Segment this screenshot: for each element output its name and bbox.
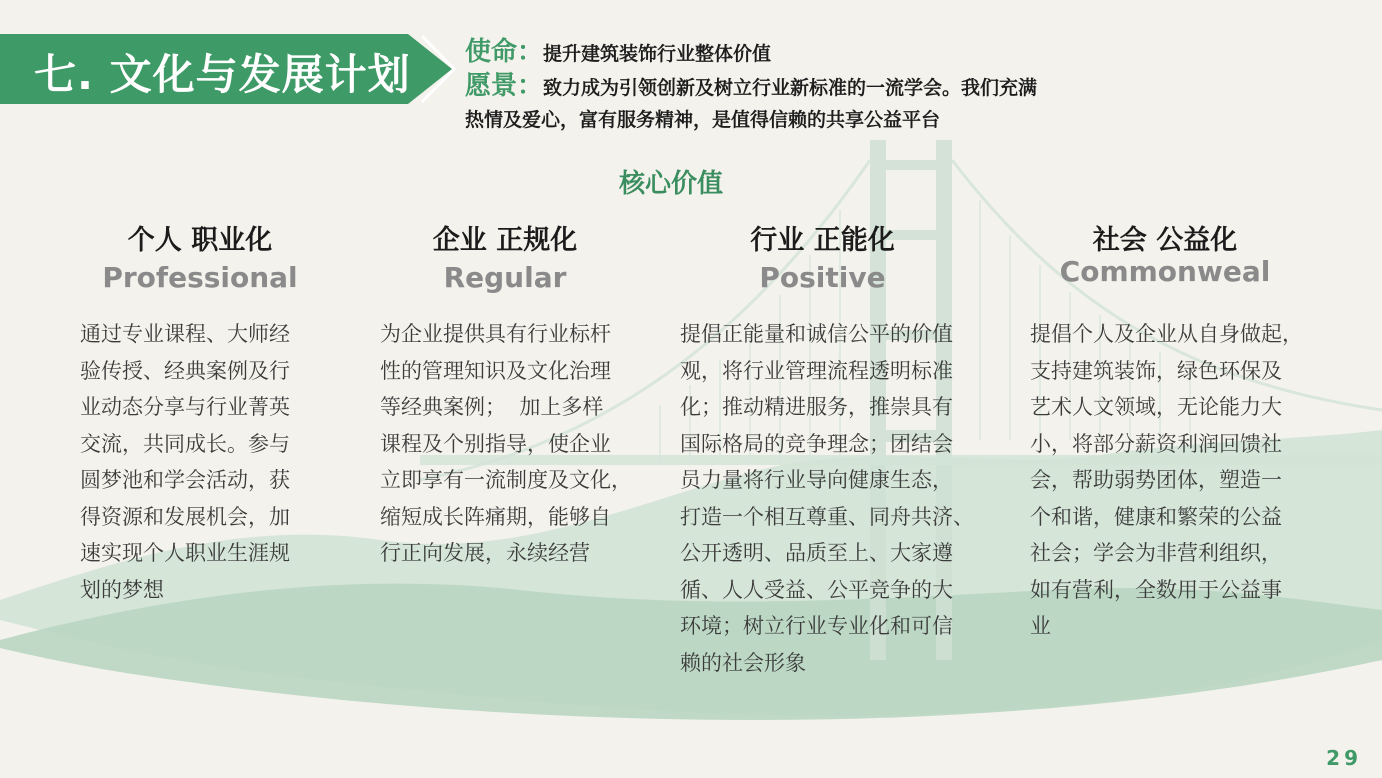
column-heading: 企业 正规化 <box>432 225 578 256</box>
body-line: 化；推动精进服务，推崇具有 <box>680 395 953 419</box>
column-heading: 社会 公益化 <box>1092 225 1238 256</box>
vision-label: 愿景： <box>465 71 544 101</box>
column-positive-body <box>680 316 1005 681</box>
mission-row <box>465 36 1185 70</box>
page-title: 七. 文化与发展计划 <box>34 50 411 99</box>
body-line: 通过专业课程、大师经 <box>80 322 290 346</box>
body-line: 性的管理知识及文化治理 <box>380 358 611 383</box>
body-line: 交流，共同成长。参与 <box>80 431 290 456</box>
body-line: 速实现个人职业生涯规 <box>80 541 290 565</box>
column-commonweal-header <box>1050 218 1280 288</box>
mission-text: 提升建筑装饰行业整体价值 <box>543 43 772 65</box>
body-line: 提倡个人及企业从自身做起， <box>1030 322 1303 346</box>
body-line: 如有营利，全数用于公益事 <box>1030 577 1282 602</box>
column-regular-header <box>390 218 620 294</box>
body-line: 赖的社会形象 <box>680 650 806 675</box>
body-line: 社会；学会为非营利组织， <box>1030 541 1282 565</box>
vision-row <box>465 70 1185 104</box>
body-line: 员力量将行业导向健康生态， <box>680 468 953 492</box>
body-line: 环境；树立行业专业化和可信 <box>680 614 953 638</box>
column-english-title: Professional <box>102 261 298 294</box>
column-regular-body <box>380 316 660 572</box>
column-english-title: Commonweal <box>1059 255 1271 288</box>
title-banner <box>0 34 452 104</box>
body-line: 国际格局的竞争理念；团结会 <box>680 431 953 456</box>
vision-row-2 <box>465 104 1185 136</box>
body-line: 课程及个别指导，使企业 <box>380 431 611 456</box>
body-line: 圆梦池和学会活动，获 <box>80 468 290 492</box>
column-professional-body <box>80 316 340 608</box>
body-line: 等经典案例； 加上多样 <box>380 395 604 419</box>
body-line: 行正向发展，永续经营 <box>380 541 590 565</box>
body-line: 会，帮助弱势团体，塑造一 <box>1030 468 1282 492</box>
page-number: 29 <box>1326 746 1362 770</box>
column-commonweal-body <box>1030 316 1350 645</box>
body-line: 打造一个相互尊重、同舟共济、 <box>680 504 974 529</box>
body-line: 个和谐，健康和繁荣的公益 <box>1030 504 1282 529</box>
title-arrow-accent <box>418 34 458 104</box>
body-line: 缩短成长阵痛期，能够自 <box>380 504 611 529</box>
body-line: 为企业提供具有行业标杆 <box>380 322 611 346</box>
core-values-title: 核心价值 <box>618 169 723 199</box>
column-positive-header <box>710 218 935 294</box>
column-english-title: Positive <box>759 261 886 294</box>
body-line: 观，将行业管理流程透明标准 <box>680 358 953 383</box>
body-line: 划的梦想 <box>80 577 164 602</box>
body-line: 业 <box>1030 614 1051 638</box>
column-english-title: Regular <box>443 261 567 294</box>
vision-text-line1: 致力成为引领创新及树立行业新标准的一流学会。我们充满 <box>543 77 1038 99</box>
body-line: 业动态分享与行业菁英 <box>80 395 290 419</box>
body-line: 公开透明、品质至上、大家遵 <box>680 541 953 565</box>
body-line: 循、人人受益、公平竞争的大 <box>680 577 953 602</box>
column-heading: 个人 职业化 <box>127 225 273 256</box>
body-line: 得资源和发展机会，加 <box>80 504 290 529</box>
body-line: 艺术人文领域，无论能力大 <box>1030 395 1282 419</box>
column-professional-header <box>90 218 310 294</box>
column-heading: 行业 正能化 <box>750 225 895 256</box>
body-line: 支持建筑装饰，绿色环保及 <box>1030 358 1282 383</box>
body-line: 立即享有一流制度及文化， <box>380 468 632 492</box>
mission-vision-block <box>465 36 1185 136</box>
body-line: 提倡正能量和诚信公平的价值 <box>680 322 953 346</box>
body-line: 小，将部分薪资利润回馈社 <box>1030 431 1282 456</box>
vision-text-line2: 热情及爱心，富有服务精神，是值得信赖的共享公益平台 <box>465 109 941 131</box>
mission-label: 使命： <box>465 37 544 67</box>
body-line: 验传授、经典案例及行 <box>80 358 290 383</box>
